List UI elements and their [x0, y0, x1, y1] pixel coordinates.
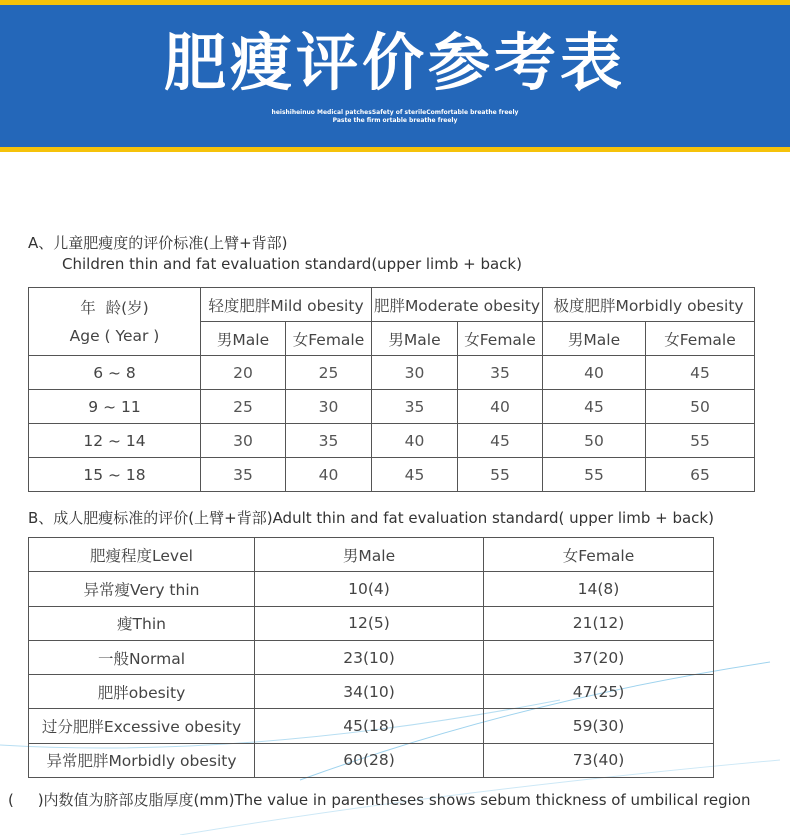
level-header: 肥瘦程度Level — [29, 538, 255, 572]
group-header: 轻度肥胖Mild obesity — [201, 288, 372, 322]
value-cell: 45 — [646, 356, 755, 390]
level-cell: 一般Normal — [29, 640, 255, 674]
table-row — [29, 356, 755, 390]
female-header: 女Female — [458, 322, 543, 356]
age-header — [29, 288, 201, 356]
value-cell: 30 — [286, 390, 372, 424]
footnote: ( )内数值为脐部皮脂厚度(mm)The value in parentheses shows sebum thickness of umbilical region — [8, 791, 751, 809]
page-title: 肥瘦评价参考表 — [163, 26, 626, 99]
table-row — [29, 640, 714, 674]
male-header: 男Male — [201, 322, 286, 356]
value-cell: 55 — [543, 458, 646, 492]
value-cell: 65 — [646, 458, 755, 492]
table-row — [29, 675, 714, 709]
male-value-cell: 34(10) — [255, 675, 484, 709]
group-header: 极度肥胖Morbidly obesity — [543, 288, 755, 322]
female-value-cell: 14(8) — [484, 572, 714, 606]
age-label-cn: 年 龄(岁) — [80, 298, 149, 317]
section-a-heading: A、儿童肥瘦度的评价标准(上臂+背部) — [28, 234, 288, 252]
value-cell: 30 — [372, 356, 458, 390]
value-cell: 35 — [458, 356, 543, 390]
female-header: 女Female — [646, 322, 755, 356]
female-value-cell: 59(30) — [484, 709, 714, 743]
male-header: 男Male — [255, 538, 484, 572]
age-cell: 6 ~ 8 — [29, 356, 201, 390]
table-header-row — [29, 538, 714, 572]
table-row — [29, 390, 755, 424]
age-cell: 15 ~ 18 — [29, 458, 201, 492]
level-cell: 瘦Thin — [29, 606, 255, 640]
table-row — [29, 606, 714, 640]
male-value-cell: 10(4) — [255, 572, 484, 606]
value-cell: 40 — [286, 458, 372, 492]
table-row — [29, 458, 755, 492]
value-cell: 35 — [201, 458, 286, 492]
section-a-subheading: Children thin and fat evaluation standard(upper limb + back) — [62, 255, 522, 273]
age-cell: 12 ~ 14 — [29, 424, 201, 458]
male-value-cell: 23(10) — [255, 640, 484, 674]
adult-evaluation-table — [28, 537, 714, 778]
value-cell: 55 — [646, 424, 755, 458]
value-cell: 40 — [458, 390, 543, 424]
male-header: 男Male — [543, 322, 646, 356]
female-value-cell: 37(20) — [484, 640, 714, 674]
level-cell: 肥胖obesity — [29, 675, 255, 709]
female-header: 女Female — [286, 322, 372, 356]
female-header: 女Female — [484, 538, 714, 572]
banner-subtitle: Paste the firm ortable breathe freely — [332, 117, 458, 124]
children-evaluation-table — [28, 287, 755, 492]
male-value-cell: 12(5) — [255, 606, 484, 640]
male-header: 男Male — [372, 322, 458, 356]
value-cell: 45 — [458, 424, 543, 458]
value-cell: 35 — [372, 390, 458, 424]
female-value-cell: 47(25) — [484, 675, 714, 709]
table-row — [29, 709, 714, 743]
female-value-cell: 21(12) — [484, 606, 714, 640]
value-cell: 40 — [543, 356, 646, 390]
level-cell: 异常瘦Very thin — [29, 572, 255, 606]
value-cell: 50 — [646, 390, 755, 424]
value-cell: 25 — [201, 390, 286, 424]
table-row — [29, 572, 714, 606]
table-row — [29, 743, 714, 777]
age-label-en: Age ( Year ) — [69, 326, 160, 345]
section-b-heading: B、成人肥瘦标准的评价(上臂+背部)Adult thin and fat evaluation standard( upper limb + back) — [28, 509, 714, 527]
value-cell: 25 — [286, 356, 372, 390]
level-cell: 过分肥胖Excessive obesity — [29, 709, 255, 743]
value-cell: 55 — [458, 458, 543, 492]
age-cell: 9 ~ 11 — [29, 390, 201, 424]
male-value-cell: 60(28) — [255, 743, 484, 777]
level-cell: 异常肥胖Morbidly obesity — [29, 743, 255, 777]
banner-subtitle: heishiheinuo Medical patchesSafety of sterileComfortable breathe freely — [271, 109, 519, 116]
value-cell: 50 — [543, 424, 646, 458]
value-cell: 30 — [201, 424, 286, 458]
male-value-cell: 45(18) — [255, 709, 484, 743]
value-cell: 45 — [372, 458, 458, 492]
value-cell: 20 — [201, 356, 286, 390]
table-row — [29, 424, 755, 458]
female-value-cell: 73(40) — [484, 743, 714, 777]
value-cell: 40 — [372, 424, 458, 458]
group-header: 肥胖Moderate obesity — [372, 288, 543, 322]
value-cell: 35 — [286, 424, 372, 458]
value-cell: 45 — [543, 390, 646, 424]
title-banner — [0, 0, 790, 152]
